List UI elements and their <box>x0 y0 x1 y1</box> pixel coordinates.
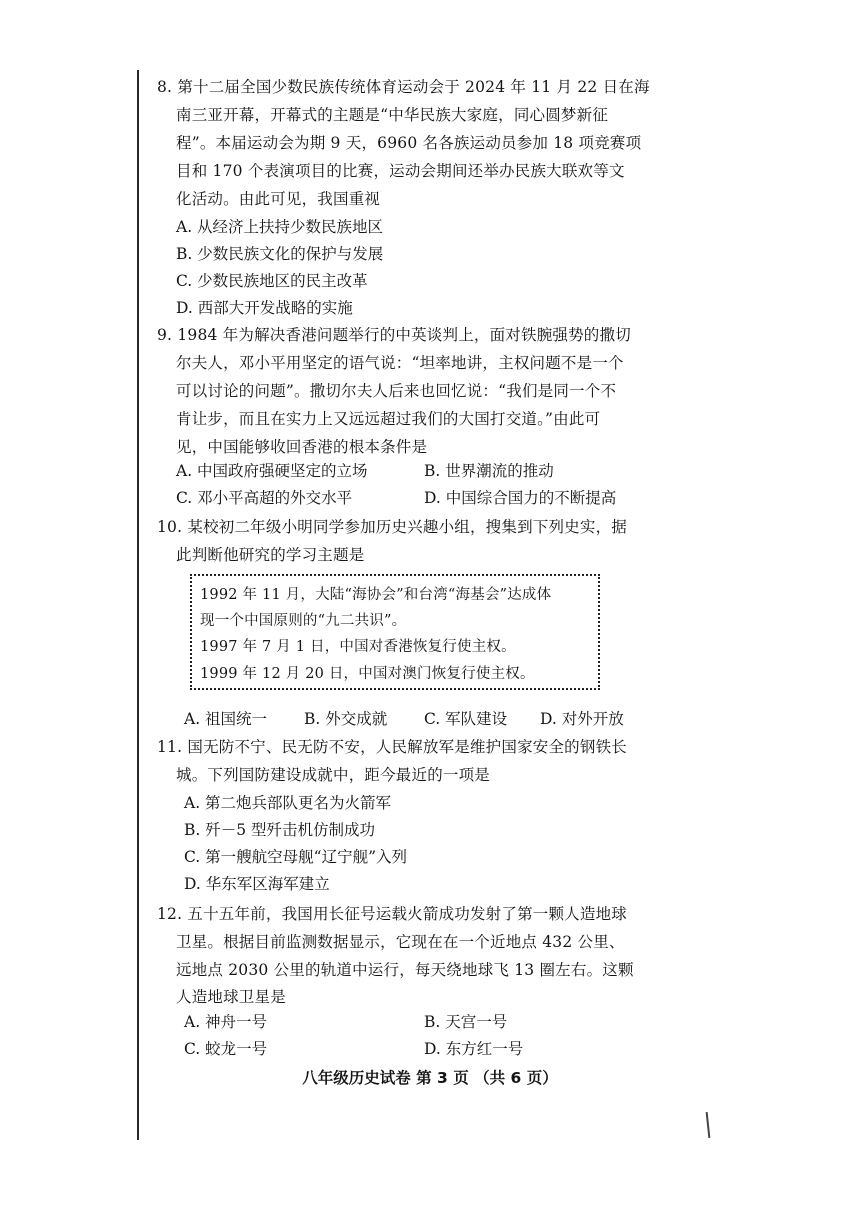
question-10-option-a[interactable]: A. 祖国统一 <box>184 710 268 728</box>
question-11-option-a[interactable]: A. 第二炮兵部队更名为火箭军 <box>184 794 392 812</box>
question-8-line: 南三亚开幕，开幕式的主题是“中华民族大家庭，同心圆梦新征 <box>176 106 609 124</box>
question-9-line: 尔夫人，邓小平用坚定的语气说：“坦率地讲，主权问题不是一个 <box>176 354 624 372</box>
question-11-line: 城。下列国防建设成就中，距今最近的一项是 <box>176 766 491 784</box>
scan-mark <box>706 1112 711 1138</box>
question-12-option-c[interactable]: C. 蛟龙一号 <box>184 1040 268 1058</box>
question-12-line: 卫星。根据目前监测数据显示，它现在在一个近地点 432 公里、 <box>176 933 625 951</box>
question-9-option-b[interactable]: B. 世界潮流的推动 <box>424 462 554 480</box>
question-9-line: 9. 1984 年为解决香港问题举行的中英谈判上，面对铁腕强势的撒切 <box>157 326 631 344</box>
question-10-option-c[interactable]: C. 军队建设 <box>424 710 508 728</box>
question-12-line: 12. 五十五年前，我国用长征号运载火箭成功发射了第一颗人造地球 <box>157 905 627 923</box>
question-12-option-a[interactable]: A. 神舟一号 <box>184 1013 268 1031</box>
question-9-line: 肯让步，而且在实力上又远远超过我们的大国打交道。”由此可 <box>176 410 601 428</box>
binding-margin-line <box>137 70 139 1140</box>
question-9-line: 可以讨论的问题”。撒切尔夫人后来也回忆说：“我们是同一个不 <box>176 382 617 400</box>
fact-line: 1997 年 7 月 1 日，中国对香港恢复行使主权。 <box>200 639 516 655</box>
question-9-option-c[interactable]: C. 邓小平高超的外交水平 <box>176 489 353 507</box>
question-10-line: 此判断他研究的学习主题是 <box>176 546 365 564</box>
question-8-option-b[interactable]: B. 少数民族文化的保护与发展 <box>176 245 384 263</box>
fact-line: 1992 年 11 月，大陆“海协会”和台湾“海基会”达成体 <box>200 587 552 603</box>
question-12-line: 人造地球卫星是 <box>176 988 286 1006</box>
page-footer: 八年级历史试卷 第 3 页 （共 6 页） <box>302 1069 558 1087</box>
question-10-line: 10. 某校初二年级小明同学参加历史兴趣小组，搜集到下列史实，据 <box>157 518 627 536</box>
question-8-option-a[interactable]: A. 从经济上扶持少数民族地区 <box>176 218 384 236</box>
question-11-option-b[interactable]: B. 歼－5 型歼击机仿制成功 <box>184 821 376 839</box>
question-12-option-d[interactable]: D. 东方红一号 <box>424 1040 524 1058</box>
question-9-option-a[interactable]: A. 中国政府强硬坚定的立场 <box>176 462 368 480</box>
question-11-line: 11. 国无防不宁、民无防不安，人民解放军是维护国家安全的钢铁长 <box>157 738 627 756</box>
question-12-option-b[interactable]: B. 天宫一号 <box>424 1013 508 1031</box>
question-9-option-d[interactable]: D. 中国综合国力的不断提高 <box>424 489 617 507</box>
question-8-line: 目和 170 个表演项目的比赛，运动会期间还举办民族大联欢等文 <box>176 162 625 180</box>
fact-line: 现一个中国原则的“九二共识”。 <box>200 613 407 629</box>
question-8-option-d[interactable]: D. 西部大开发战略的实施 <box>176 299 353 317</box>
question-10-option-b[interactable]: B. 外交成就 <box>304 710 388 728</box>
question-8-option-c[interactable]: C. 少数民族地区的民主改革 <box>176 272 368 290</box>
fact-line: 1999 年 12 月 20 日，中国对澳门恢复行使主权。 <box>200 666 535 682</box>
question-8-line: 化活动。由此可见，我国重视 <box>176 190 381 208</box>
question-11-option-c[interactable]: C. 第一艘航空母舰“辽宁舰”入列 <box>184 848 408 866</box>
question-9-line: 见，中国能够收回香港的根本条件是 <box>176 438 428 456</box>
question-8-line: 程”。本届运动会为期 9 天，6960 名各族运动员参加 18 项竞赛项 <box>176 134 642 152</box>
question-8-line: 8. 第十二届全国少数民族传统体育运动会于 2024 年 11 月 22 日在海 <box>157 78 650 96</box>
question-12-line: 远地点 2030 公里的轨道中运行，每天绕地球飞 13 圈左右。这颗 <box>176 961 634 979</box>
question-10-option-d[interactable]: D. 对外开放 <box>540 710 624 728</box>
question-11-option-d[interactable]: D. 华东军区海军建立 <box>184 875 330 893</box>
